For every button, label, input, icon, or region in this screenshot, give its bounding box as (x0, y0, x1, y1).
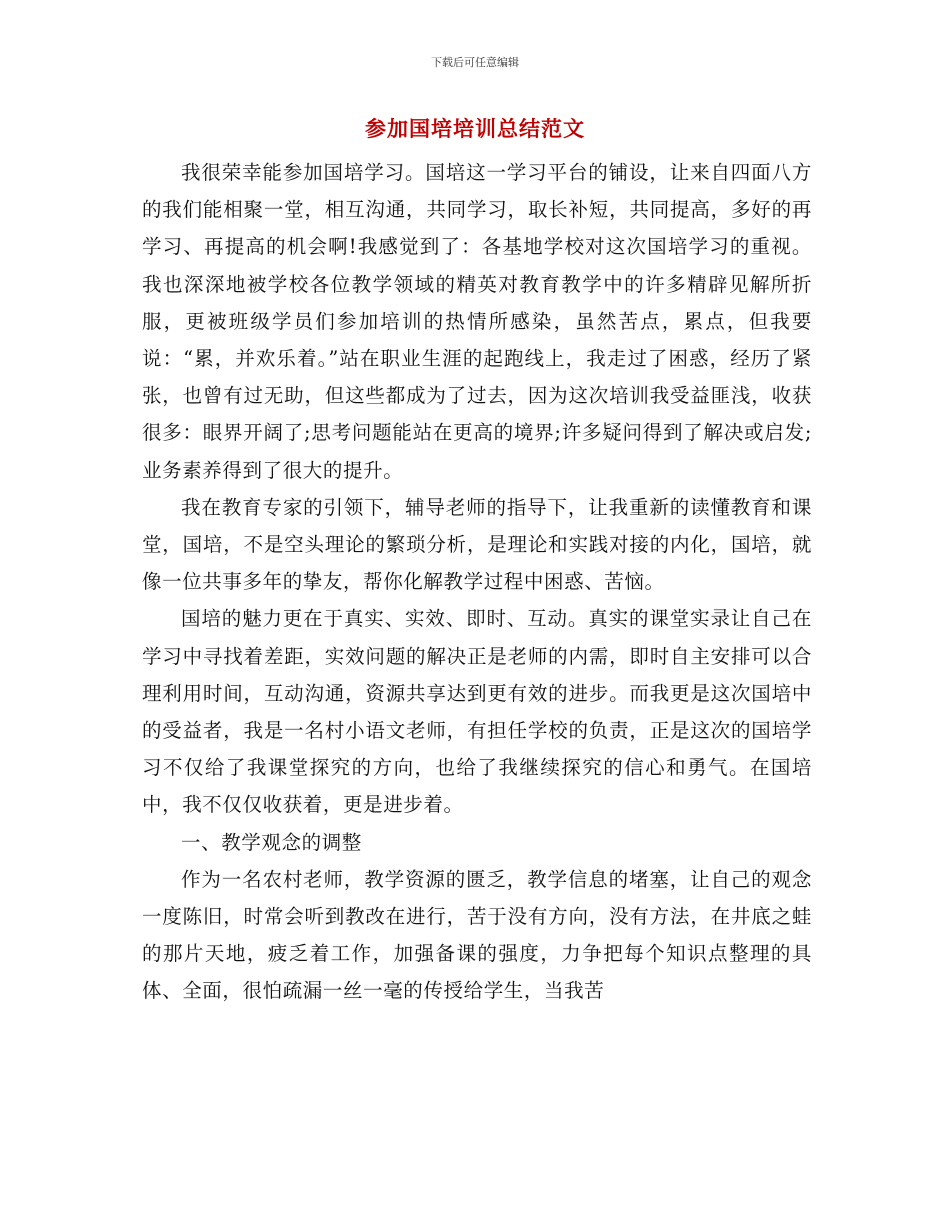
paragraph-3: 国培的魅力更在于真实、实效、即时、互动。真实的课堂实录让自己在学习中寻找着差距，实效问题的解决正是老师的内需，即时自主安排可以合理利用时间，互动沟通，资源共享达到更有效的进步。而我更是这次国培中的受益者，我是一名村小语文老师，有担任学校的负责，正是这次的国培学习不仅给了我课堂探究的方向，也给了我继续探究的信心和勇气。在国培中，我不仅仅收获着，更是进步着。 (142, 607, 812, 817)
document-body (142, 154, 812, 1010)
paragraph-1: 我很荣幸能参加国培学习。国培这一学习平台的铺设，让来自四面八方的我们能相聚一堂，相互沟通，共同学习，取长补短，共同提高，多好的再学习、再提高的机会啊!我感觉到了：各基地学校对这次国培学习的重视。我也深深地被学校各位教学领域的精英对教育教学中的许多精辟见解所折服，更被班级学员们参加培训的热情所感染，虽然苦点，累点，但我要说：“累，并欢乐着。”站在职业生涯的起跑线上，我走过了困惑，经历了紧张，也曾有过无助，但这些都成为了过去，因为这次培训我受益匪浅，收获很多：眼界开阔了;思考问题能站在更高的境界;许多疑问得到了解决或启发;业务素养得到了很大的提升。 (142, 161, 812, 482)
paragraph-2: 我在教育专家的引领下，辅导老师的指导下，让我重新的读懂教育和课堂，国培，不是空头理论的繁琐分析，是理论和实践对接的内化，国培，就像一位共事多年的挚友，帮你化解教学过程中困惑、苦恼。 (142, 495, 812, 594)
section-heading: 一、教学观念的调整 (181, 830, 362, 854)
header-note: 下载后可任意编辑 (431, 56, 519, 69)
paragraph-4: 作为一名农村老师，教学资源的匮乏，教学信息的堵塞，让自己的观念一度陈旧，时常会听到教改在进行，苦于没有方向，没有方法，在井底之蛙的那片天地，疲乏着工作，加强备课的强度，力争把每个知识点整理的具体、全面，很怕疏漏一丝一毫的传授给学生，当我苦 (142, 867, 812, 1003)
document-title: 参加国培培训总结范文 (365, 117, 585, 141)
